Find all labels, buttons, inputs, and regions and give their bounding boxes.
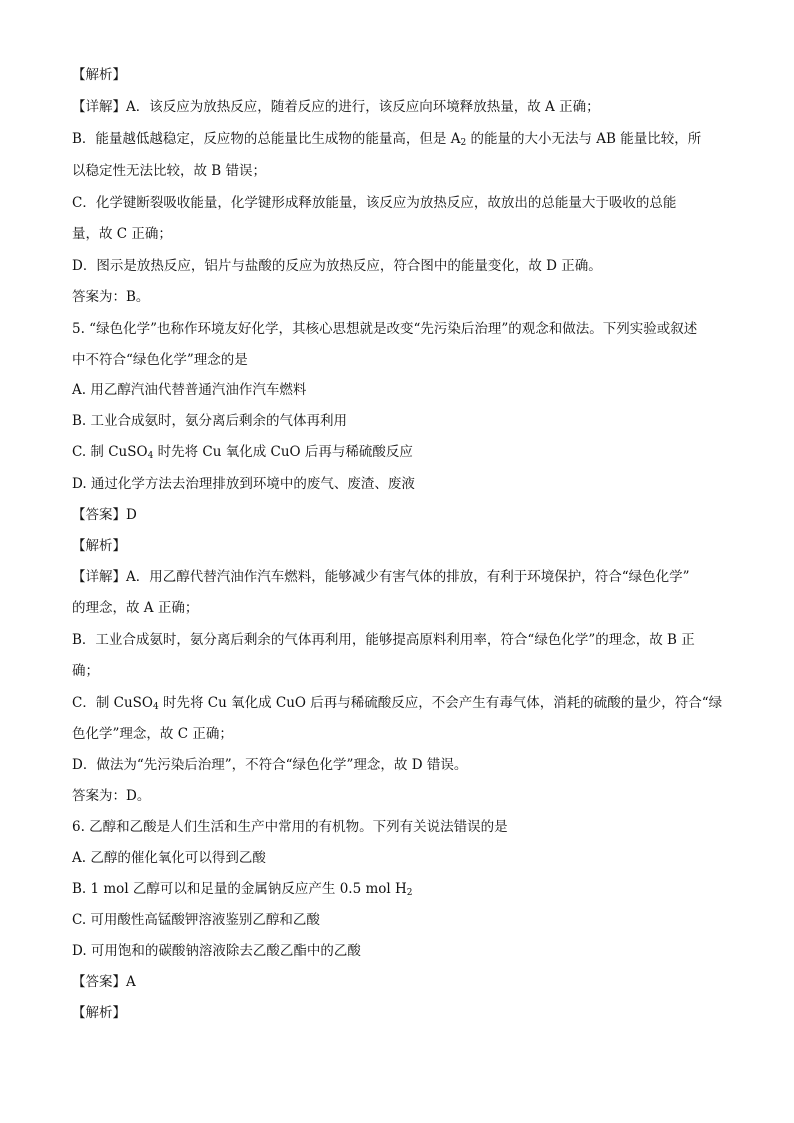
explanation-line: 确；	[72, 663, 99, 679]
explanation-line: C．化学键断裂吸收能量，化学键形成释放能量，该反应为放热反应，故放出的总能量大于吸收的总能	[72, 195, 677, 211]
answer-summary: 答案为：B。	[72, 289, 150, 305]
explanation-line: B．工业合成氨时，氨分离后剩余的气体再利用，能够提高原料利用率，符合“绿色化学”的理念，故 B 正	[72, 632, 695, 648]
answer-heading: 【答案】D	[72, 507, 137, 523]
option-c: C. 制 CuSO$_4$ 时先将 Cu 氧化成 CuO 后再与稀硫酸反应	[72, 444, 413, 461]
option-a: A. 乙醇的催化氧化可以得到乙酸	[72, 850, 266, 866]
explanation-line: 色化学”理念，故 C 正确；	[72, 726, 233, 742]
option-b: B. 工业合成氨时，氨分离后剩余的气体再利用	[72, 413, 348, 429]
answer-heading: 【答案】A	[72, 974, 136, 990]
question-stem: 中不符合“绿色化学”理念的是	[72, 352, 248, 368]
option-d: D. 通过化学方法去治理排放到环境中的废气、废渣、废液	[72, 476, 415, 492]
section-heading-analysis: 【解析】	[72, 67, 126, 83]
section-heading-analysis: 【解析】	[72, 538, 126, 554]
answer-summary: 答案为：D。	[72, 788, 151, 804]
option-c: C. 可用酸性高锰酸钾溶液鉴别乙醇和乙酸	[72, 912, 320, 928]
explanation-line: 【详解】A．用乙醇代替汽油作汽车燃料，能够减少有害气体的排放，有利于环境保护，符合“绿色化学”	[72, 569, 690, 585]
option-b: B. 1 mol 乙醇可以和足量的金属钠反应产生 0.5 mol $H_2$	[72, 881, 413, 898]
explanation-line: B．能量越低越稳定，反应物的总能量比生成物的能量高，但是 $A_2$ 的能量的大小无法与 AB 能量比较，所	[72, 131, 702, 148]
explanation-line: 的理念，故 A 正确；	[72, 600, 199, 616]
option-a: A. 用乙醇汽油代替普通汽油作汽车燃料	[72, 382, 307, 398]
explanation-line: 以稳定性无法比较，故 B 错误；	[72, 163, 267, 179]
explanation-line: D．做法为“先污染后治理”，不符合“绿色化学”理念，故 D 错误。	[72, 757, 468, 773]
explanation-line: C．制 CuSO$_4$ 时先将 Cu 氧化成 CuO 后再与稀硫酸反应，不会产生有毒气体，消耗的硫酸的量少，符合“绿	[72, 695, 723, 712]
explanation-line: 量，故 C 正确；	[72, 226, 172, 242]
explanation-line: 【详解】A．该反应为放热反应，随着反应的进行，该反应向环境释放热量，故 A 正确；	[72, 99, 600, 115]
question-stem: 5. “绿色化学”也称作环境友好化学，其核心思想就是改变“先污染后治理”的观念和做法。下列实验或叙述	[72, 321, 698, 337]
explanation-line: D．图示是放热反应，铝片与盐酸的反应为放热反应，符合图中的能量变化，故 D 正确。	[72, 258, 602, 274]
question-stem: 6. 乙醇和乙酸是人们生活和生产中常用的有机物。下列有关说法错误的是	[72, 819, 508, 835]
option-d: D. 可用饱和的碳酸钠溶液除去乙酸乙酯中的乙酸	[72, 943, 361, 959]
section-heading-analysis: 【解析】	[72, 1005, 126, 1021]
